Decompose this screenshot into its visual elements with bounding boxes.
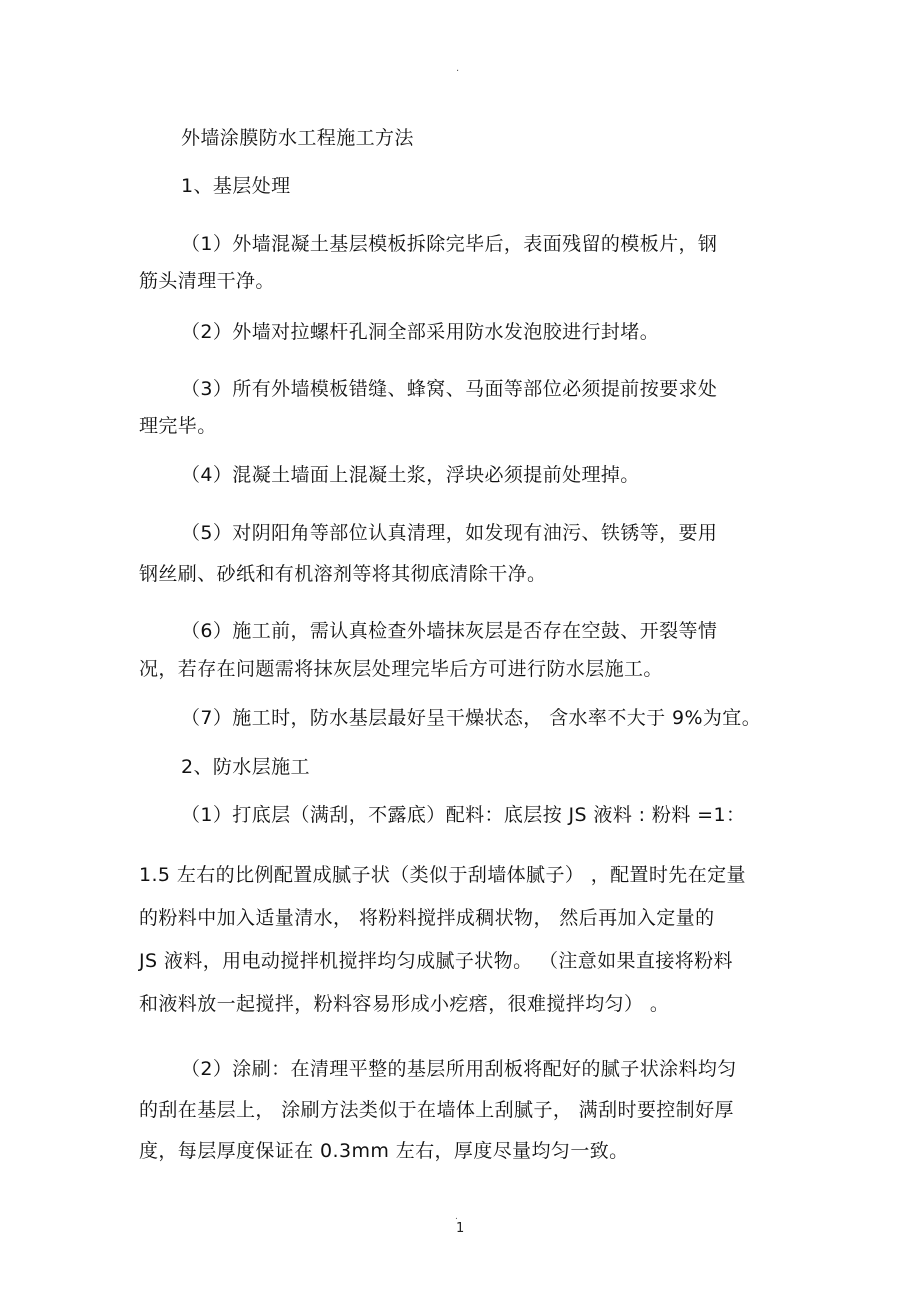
section-1-item-4: （4）混凝土墙面上混凝土浆，浮块必须提前处理掉。 — [181, 464, 640, 486]
section-2-item-1-line-5: 和液料放一起搅拌，粉料容易形成小疙瘩，很难搅拌均匀） 。 — [139, 993, 670, 1015]
section-1-item-2: （2）外墙对拉螺杆孔洞全部采用防水发泡胶进行封堵。 — [181, 321, 660, 343]
section-1-item-6-line-2: 况，若存在问题需将抹灰层处理完毕后方可进行防水层施工。 — [139, 658, 663, 680]
footer-mark: . — [455, 1212, 458, 1222]
section-2-item-2-line-2: 的刮在基层上， 涂刷方法类似于在墙体上刮腻子， 满刮时要控制好厚 — [139, 1099, 734, 1121]
header-mark: . — [456, 63, 460, 74]
section-1-heading: 1、基层处理 — [181, 175, 291, 197]
page-number: 1 — [456, 1221, 465, 1236]
section-2-item-1-line-1: （1）打底层（满刮，不露底）配料：底层按 JS 液料 : 粉料 =1： — [181, 804, 746, 826]
section-1-item-3-line-1: （3）所有外墙模板错缝、蜂窝、马面等部位必须提前按要求处 — [181, 378, 718, 400]
section-1-item-6-line-1: （6）施工前，需认真检查外墙抹灰层是否存在空鼓、开裂等情 — [181, 620, 718, 642]
section-1-item-1-line-2: 筋头清理干净。 — [139, 270, 275, 292]
section-2-item-1-line-3: 的粉料中加入适量清水， 将粉料搅拌成稠状物， 然后再加入定量的 — [139, 907, 715, 929]
section-1-item-1-line-1: （1）外墙混凝土基层模板拆除完毕后，表面残留的模板片，钢 — [181, 233, 718, 255]
section-2-item-2-line-3: 度，每层厚度保证在 0.3mm 左右，厚度尽量均匀一致。 — [139, 1140, 629, 1162]
section-2-item-2-line-1: （2）涂刷：在清理平整的基层所用刮板将配好的腻子状涂料均匀 — [181, 1058, 737, 1080]
section-1-item-5-line-1: （5）对阴阳角等部位认真清理，如发现有油污、铁锈等，要用 — [181, 522, 718, 544]
section-1-item-3-line-2: 理完毕。 — [139, 415, 217, 437]
section-2-item-1-line-2: 1.5 左右的比例配置成腻子状（类似于刮墙体腻子） ，配置时先在定量 — [139, 864, 746, 886]
document-title: 外墙涂膜防水工程施工方法 — [181, 127, 414, 149]
section-1-item-5-line-2: 钢丝刷、砂纸和有机溶剂等将其彻底清除干净。 — [139, 563, 547, 585]
section-2-item-1-line-4: JS 液料，用电动搅拌机搅拌均匀成腻子状物。 （注意如果直接将粉料 — [139, 950, 733, 972]
section-1-item-7: （7）施工时，防水基层最好呈干燥状态， 含水率不大于 9%为宜。 — [181, 707, 762, 729]
section-2-heading: 2、防水层施工 — [181, 756, 310, 778]
